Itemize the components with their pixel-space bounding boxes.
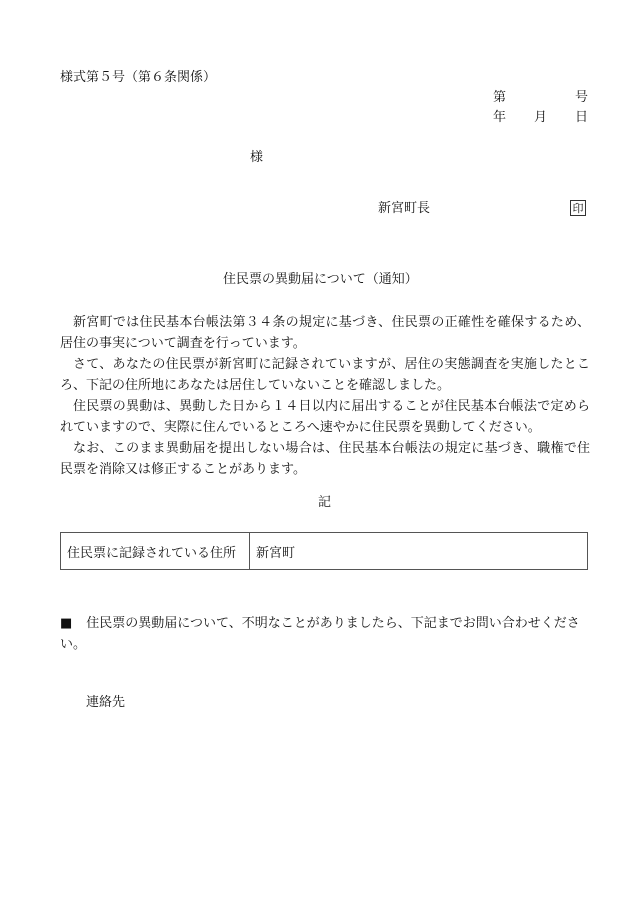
date-day: 日 bbox=[575, 110, 589, 125]
document-title: 住民票の異動届について（通知） bbox=[223, 272, 418, 287]
contact-label: 連絡先 bbox=[86, 695, 126, 710]
bullet-square-icon: ■ bbox=[60, 616, 73, 631]
inquiry-note-text: 住民票の異動届について、不明なことがありましたら、下記までお問い合わせください。 bbox=[60, 616, 580, 652]
body-paragraph: 住民票の異動は、異動した日から１４日以内に届出することが住民基本台帳法で定められていますので、実際に住んでいるところへ速やかに住民票を異動してください。 bbox=[60, 399, 590, 435]
date-month: 月 bbox=[534, 110, 548, 125]
doc-number-suffix: 号 bbox=[575, 90, 589, 105]
recipient-honorific: 様 bbox=[250, 150, 264, 165]
ki-heading: 記 bbox=[318, 495, 332, 510]
address-label: 住民票に記録されている住所 bbox=[61, 533, 250, 570]
seal-mark: 印 bbox=[570, 200, 586, 216]
inquiry-note bbox=[60, 613, 590, 655]
date-year: 年 bbox=[493, 110, 507, 125]
body-paragraph: 新宮町では住民基本台帳法第３４条の規定に基づき、住民票の正確性を確保するため、居住の事実について調査を行っています。 bbox=[60, 315, 590, 351]
address-table bbox=[60, 532, 588, 570]
address-value: 新宮町 bbox=[250, 533, 588, 570]
body-paragraph: さて、あなたの住民票が新宮町に記録されていますが、居住の実態調査を実施したところ、下記の住所地にあなたは居住していないことを確認しました。 bbox=[60, 357, 590, 393]
table-row bbox=[61, 533, 588, 570]
doc-number-prefix: 第 bbox=[493, 90, 507, 105]
form-number: 様式第５号（第６条関係） bbox=[60, 70, 217, 85]
body-paragraph: なお、このまま異動届を提出しない場合は、住民基本台帳法の規定に基づき、職権で住民票を消除又は修正することがあります。 bbox=[60, 441, 590, 477]
sender-name: 新宮町長 bbox=[378, 201, 431, 216]
